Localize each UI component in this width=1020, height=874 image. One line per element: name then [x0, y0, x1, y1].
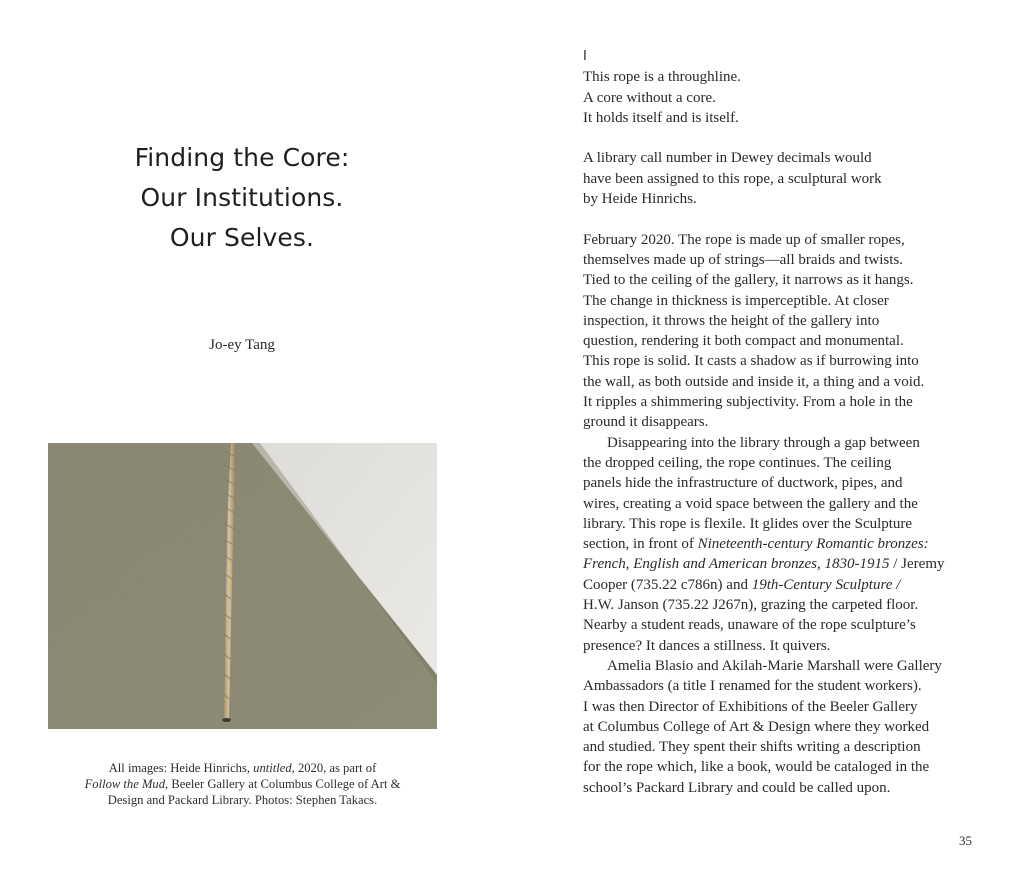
text-line: the dropped ceiling, the rope continues. The ceiling: [583, 454, 892, 471]
text-line: section, in front of Nineteenth-century Romantic bronzes:: [583, 536, 929, 553]
title-line-1: Finding the Core:: [134, 143, 350, 172]
book-title-italic: Nineteenth-century Romantic bronzes:: [697, 536, 929, 553]
text-line: Cooper (735.22 c786n) and 19th-Century Sculpture /: [583, 576, 901, 593]
text-line: A core without a core.: [583, 89, 716, 106]
text-line: presence? It dances a stillness. It quivers.: [583, 637, 831, 654]
book-title-italic: French, English and American bronzes, 1830-1915: [583, 556, 890, 573]
text-line: Tied to the ceiling of the gallery, it narrows as it hangs.: [583, 272, 914, 289]
text-line: ground it disappears.: [583, 414, 709, 431]
text-line: panels hide the infrastructure of ductwork, pipes, and: [583, 475, 903, 492]
photo-caption: [48, 760, 437, 808]
text-line: themselves made up of strings—all braids and twists.: [583, 251, 903, 268]
text-line: It holds itself and is itself.: [583, 109, 739, 126]
text-line: French, English and American bronzes, 1830-1915 / Jeremy: [583, 556, 945, 573]
right-page: [510, 0, 1020, 874]
rope-sculpture-photo: [48, 443, 437, 729]
text-line: It ripples a shimmering subjectivity. From a hole in the: [583, 394, 913, 411]
paragraph-gap: [583, 128, 1003, 148]
text-line: A library call number in Dewey decimals would: [583, 150, 872, 167]
text-line: February 2020. The rope is made up of smaller ropes,: [583, 231, 905, 248]
text-line: This rope is a throughline.: [583, 69, 741, 86]
book-title-italic: 19th-Century Sculpture /: [751, 576, 901, 593]
text-line: library. This rope is flexile. It glides over the Sculpture: [583, 515, 913, 532]
text-line: by Heide Hinrichs.: [583, 191, 697, 208]
chapter-title: [0, 138, 484, 258]
text-line: and studied. They spent their shifts writing a description: [583, 739, 921, 756]
text-line: at Columbus College of Art & Design where they worked: [583, 718, 930, 735]
floor-hole: [222, 718, 231, 722]
title-line-2: Our Institutions.: [140, 183, 344, 212]
text-line: wires, creating a void space between the gallery and the: [583, 495, 918, 512]
text-line: The change in thickness is imperceptible. At closer: [583, 292, 889, 309]
text-line: the wall, as both outside and inside it, a thing and a void.: [583, 373, 925, 390]
text-line: have been assigned to this rope, a sculptural work: [583, 170, 882, 187]
caption-line-3: Design and Packard Library. Photos: Stephen Takacs.: [107, 793, 378, 807]
author-name: Jo-ey Tang: [209, 337, 275, 353]
paragraph-gap: [583, 209, 1003, 229]
text-line: H.W. Janson (735.22 J267n), grazing the carpeted floor.: [583, 597, 919, 614]
text-line: Ambassadors (a title I renamed for the student workers).: [583, 678, 922, 695]
text-line: I was then Director of Exhibitions of the Beeler Gallery: [583, 698, 918, 715]
page-number: 35: [959, 833, 972, 848]
essay-body: [583, 47, 1003, 798]
caption-line-1: All images: Heide Hinrichs, untitled, 2020, as part of: [108, 761, 377, 775]
text-line: Amelia Blasio and Akilah-Marie Marshall were Gallery: [607, 657, 942, 674]
text-line: This rope is solid. It casts a shadow as if burrowing into: [583, 353, 919, 370]
text-line: inspection, it throws the height of the gallery into: [583, 312, 880, 329]
title-line-3: Our Selves.: [169, 223, 315, 252]
photo-illustration: [48, 443, 437, 729]
section-numeral: I: [583, 49, 587, 64]
text-line: Nearby a student reads, unaware of the rope sculpture’s: [583, 617, 916, 634]
text-line: school’s Packard Library and could be called upon.: [583, 779, 891, 796]
text-line: Disappearing into the library through a gap between: [607, 434, 920, 451]
text-line: for the rope which, like a book, would be cataloged in the: [583, 759, 930, 776]
text-line: question, rendering it both compact and monumental.: [583, 333, 904, 350]
caption-line-2: Follow the Mud, Beeler Gallery at Columbus College of Art &: [84, 777, 401, 791]
